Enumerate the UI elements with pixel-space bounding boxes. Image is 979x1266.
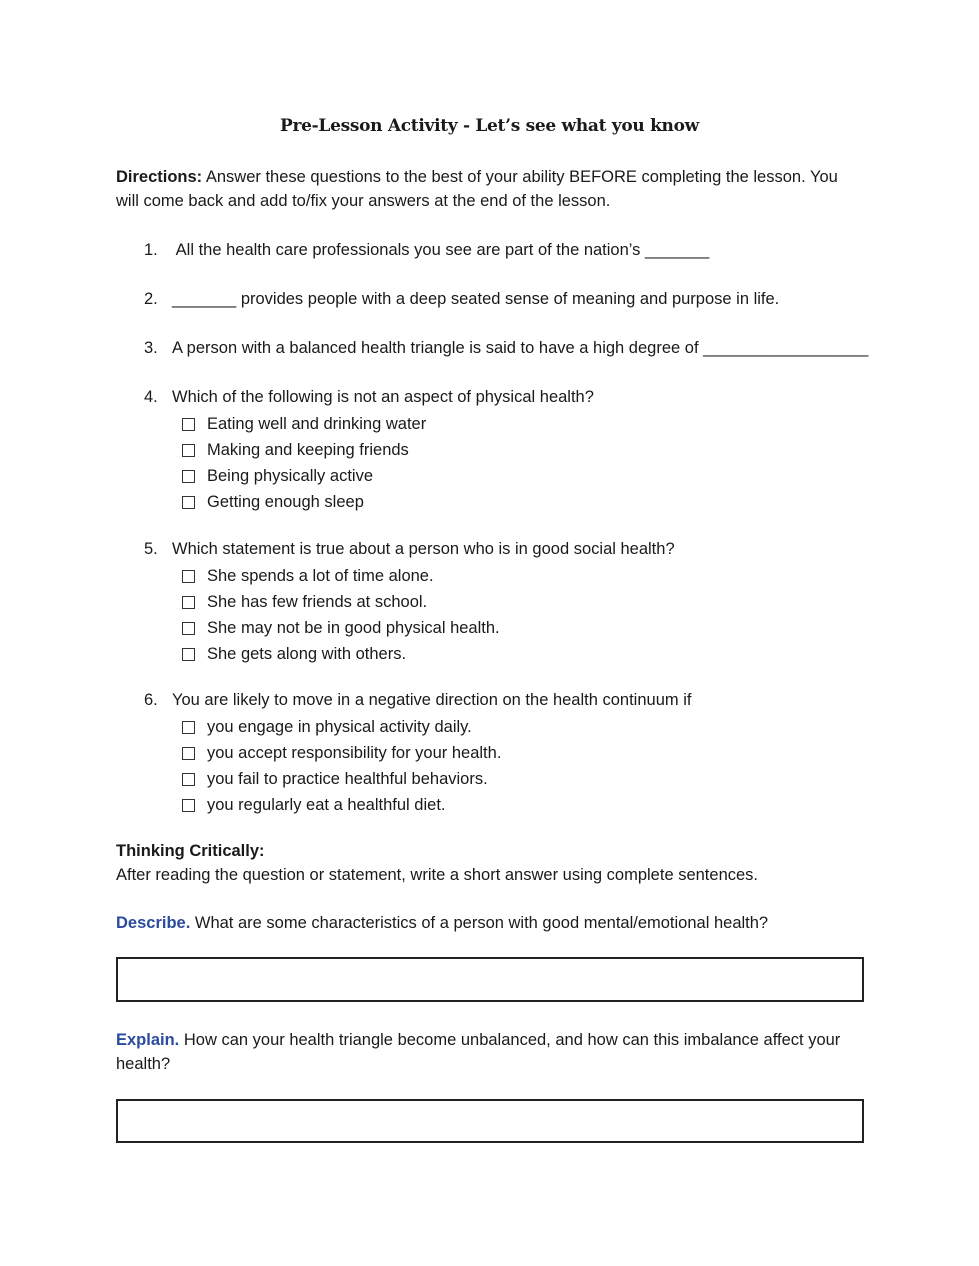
directions-text: Answer these questions to the best of your ability BEFORE completing the lesson. You will come back and add to/fix your answers at the end of the lesson. [116,168,838,210]
answer-option[interactable] [182,792,884,818]
option-label: She gets along with others. [207,645,407,663]
checkbox[interactable] [182,444,195,457]
checkbox[interactable] [182,773,195,786]
option-label: She may not be in good physical health. [207,619,500,637]
question-5 [144,537,884,667]
checkbox[interactable] [182,596,195,609]
answer-option[interactable] [182,437,884,463]
checkbox[interactable] [182,747,195,760]
option-label: Making and keeping friends [207,441,409,459]
answer-option[interactable] [182,463,884,489]
answer-option[interactable] [182,563,884,589]
directions-paragraph [116,165,851,213]
question-number: 5. [144,540,158,558]
describe-answer-box[interactable] [116,957,864,1002]
option-label: you accept responsibility for your health. [207,744,502,762]
thinking-critically-section [116,839,856,887]
checkbox[interactable] [182,570,195,583]
section-heading: Thinking Critically: [116,842,265,860]
question-text: A person with a balanced health triangle is said to have a high degree of __________________ [172,339,869,357]
explain-answer-box[interactable] [116,1099,864,1143]
describe-prompt [116,911,856,935]
option-label: you engage in physical activity daily. [207,718,472,736]
question-3 [144,336,884,360]
option-label: you regularly eat a healthful diet. [207,796,446,814]
describe-text: What are some characteristics of a person with good mental/emotional health? [190,914,769,932]
answer-option[interactable] [182,740,884,766]
option-label: Eating well and drinking water [207,415,427,433]
checkbox[interactable] [182,470,195,483]
option-label: you fail to practice healthful behaviors. [207,770,488,788]
question-text: You are likely to move in a negative direction on the health continuum if [172,691,692,709]
checkbox[interactable] [182,622,195,635]
explain-text: How can your health triangle become unbalanced, and how can this imbalance affect your health? [116,1031,841,1073]
option-label: She has few friends at school. [207,593,428,611]
question-number: 2. [144,290,158,308]
explain-prompt [116,1028,851,1076]
checkbox[interactable] [182,648,195,661]
question-4 [144,385,884,515]
question-text: All the health care professionals you see are part of the nation’s _______ [172,241,710,259]
directions-label: Directions: [116,168,203,186]
question-number: 3. [144,339,158,357]
answer-option[interactable] [182,411,884,437]
option-label: Getting enough sleep [207,493,364,511]
section-instructions: After reading the question or statement, write a short answer using complete sentences. [116,866,759,884]
answer-option[interactable] [182,589,884,615]
page-title: Pre-Lesson Activity - Let’s see what you know [280,116,699,136]
answer-option[interactable] [182,489,884,515]
answer-options [144,563,884,667]
answer-option[interactable] [182,641,884,667]
answer-options [144,411,884,515]
question-6 [144,688,884,818]
question-number: 1. [144,241,158,259]
answer-options [144,714,884,818]
question-1 [144,238,884,262]
checkbox[interactable] [182,418,195,431]
question-number: 4. [144,388,158,406]
describe-label: Describe. [116,914,191,932]
answer-option[interactable] [182,714,884,740]
answer-option[interactable] [182,615,884,641]
checkbox[interactable] [182,496,195,509]
question-number: 6. [144,691,158,709]
answer-option[interactable] [182,766,884,792]
option-label: She spends a lot of time alone. [207,567,434,585]
explain-label: Explain. [116,1031,180,1049]
option-label: Being physically active [207,467,373,485]
question-2 [144,287,884,311]
question-text: Which of the following is not an aspect of physical health? [172,388,594,406]
checkbox[interactable] [182,721,195,734]
checkbox[interactable] [182,799,195,812]
question-text: _______ provides people with a deep seated sense of meaning and purpose in life. [172,290,780,308]
question-text: Which statement is true about a person who is in good social health? [172,540,675,558]
